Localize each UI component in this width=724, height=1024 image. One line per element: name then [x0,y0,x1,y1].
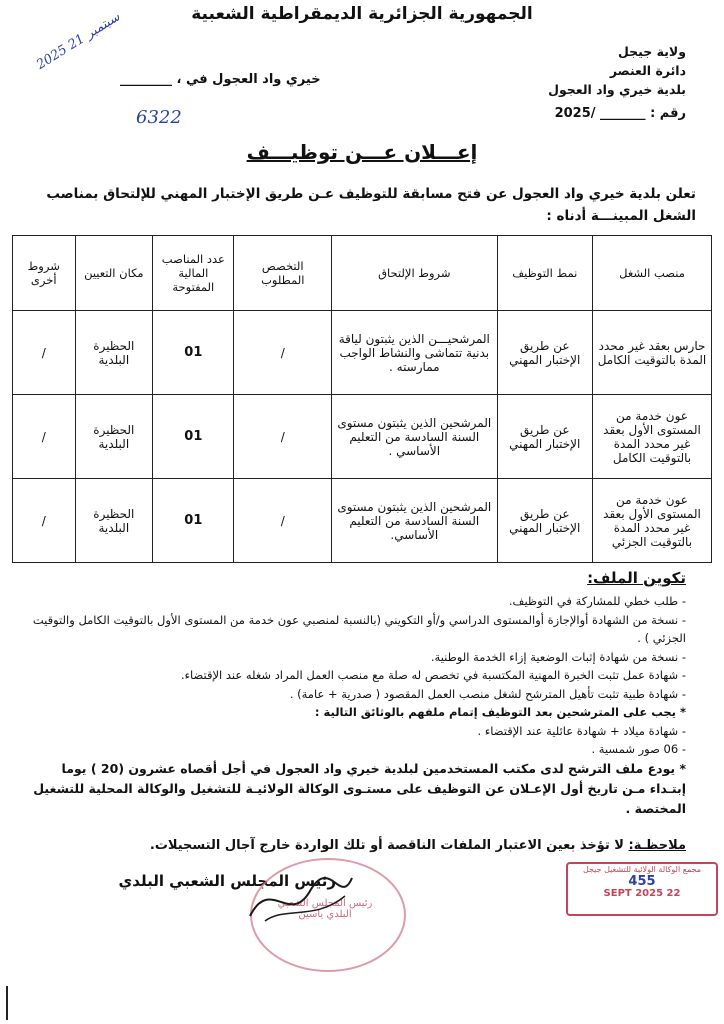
signatory-title: رئيس المجلس الشعبي البلدي [118,872,336,890]
agency-stamp-text: مجمع الوكالة الولائية للتشغيل جيجل [582,865,702,874]
note-text: لا تؤخذ بعين الاعتبار الملفات الناقصة أو تلك الواردة خارج آجال التسجيلات. [149,838,629,853]
list-item: - 06 صور شمسية . [591,742,686,756]
round-stamp-text: رئيس المجلس الشعبي البلدي ياسين [277,898,373,920]
cell-location: الحظيرة البلدية [75,395,153,479]
wilaya-label: ولاية جيجل [618,44,686,59]
cell-count: 01 [153,311,234,395]
note [150,838,686,853]
list-item: - شهادة ميلاد + شهادة عائلية عند الإقتضاء . [477,723,686,738]
header-count: عدد المناصب المالية المفتوحة [153,236,234,311]
cell-specialty: / [234,395,332,479]
cell-mode: عن طريق الإختبار المهني [497,479,592,563]
header-position: منصب الشغل [593,236,712,311]
note-label: ملاحظـة: [628,838,686,853]
reference-number: رقم : _______ /2025 [554,106,686,121]
margin-line [6,986,8,1020]
list-item: - طلب خطي للمشاركة في التوظيف. [508,594,686,608]
cell-conditions: المرشحين الذين يثبتون مستوى السنة السادسة من التعليم الأساسي . [332,395,498,479]
cell-location: الحظيرة البلدية [75,479,153,563]
cell-count: 01 [153,479,234,563]
after-hire-title: * يجب على المترشحين بعد التوظيف إتمام ملفهم بالوثائق التالية : [314,705,686,719]
agency-stamp [566,862,718,916]
list-item: - شهادة عمل تثبت الخبرة المهنية المكتسبة في تخصص له صلة مع منصب العمل المراد شغله عند الإقتضاء. [180,668,686,682]
signature-icon [240,866,360,936]
cell-conditions: المرشحين الذين يثبتون مستوى السنة السادسة من التعليم الأساسي. [332,479,498,563]
cell-mode: عن طريق الإختبار المهني [497,311,592,395]
cell-other: / [13,311,76,395]
cell-other: / [13,395,76,479]
table-row [13,479,712,563]
header-location: مكان التعيين [75,236,153,311]
list-item: - نسخة من شهادة إثبات الوضعية إزاء الخدمة الوطنية. [430,649,686,664]
cell-position: عون خدمة من المستوى الأول بعقد غير محدد المدة بالتوقيت الجزئي [593,479,712,563]
list-item: - شهادة طبية تثبت تأهيل المترشح لشغل منصب العمل المقصود ( صدرية + عامة) . [289,686,686,701]
announcement-intro: تعلن بلدية خيري واد العجول عن فتح مسابقة للتوظيف عـن طريق الإختبار المهني للإلتحاق بمناصب الشغل المبينـــة أدناه : [46,186,696,224]
agency-stamp-date: 22 SEPT 2025 [603,888,681,899]
header-conditions: شروط الإلتحاق [332,236,498,311]
administration-block [466,42,686,99]
daira-label: دائرة العنصر [609,63,686,78]
header-other: شروط أخرى [13,236,76,311]
cell-location: الحظيرة البلدية [75,311,153,395]
announcement-title: إعـــلان عـــن توظيـــف [246,140,478,164]
deposit-notice: * يودع ملف الترشح لدى مكتب المستخدمين لبلدية خيري واد العجول في أجل أقصاه عشرون (20 ) يوما إبتـداء مـن تاريخ أول الإعـلان عن التوظيف على مستـوى الوكالة الولائيـة للتشغيل والوكالة المحلية للتشغيل المختصة . [33,760,686,816]
cell-specialty: / [234,311,332,395]
file-composition-title: تكوين الملف: [587,569,686,587]
cell-conditions: المرشحيـــن الذين يثبتون لياقة بدنية تتماشى والنشاط الواجب ممارسته . [332,311,498,395]
cell-count: 01 [153,395,234,479]
agency-stamp-number: 455 [628,874,656,889]
cell-specialty: / [234,479,332,563]
place-date-line: خيري واد العجول في ، ________ [120,72,321,87]
commune-label: بلدية خيري واد العجول [548,82,686,97]
positions-table [12,235,712,563]
table-row [13,395,712,479]
cell-other: / [13,479,76,563]
cell-position: عون خدمة من المستوى الأول بعقد غير محدد المدة بالتوقيت الكامل [593,395,712,479]
republic-header: الجمهورية الجزائرية الديمقراطية الشعبية [191,4,533,24]
header-mode: نمط التوظيف [497,236,592,311]
table-header-row [13,236,712,311]
handwritten-reference: 6322 [136,107,182,128]
document-list [26,592,686,819]
cell-position: حارس بعقد غير محدد المدة بالتوقيت الكامل [593,311,712,395]
header-specialty: التخصص المطلوب [234,236,332,311]
cell-mode: عن طريق الإختبار المهني [497,395,592,479]
handwritten-date: 2025 سبتمبر 21 [34,9,123,73]
table-row [13,311,712,395]
list-item: - نسخة من الشهادة أوالإجازة أوالمستوى الدراسي و/أو التكويني (بالنسبة لمنصبي عون خدمة من المستوى الأول بالتوقيت الكامل والتوقيت الجزئي ) . [32,612,686,645]
